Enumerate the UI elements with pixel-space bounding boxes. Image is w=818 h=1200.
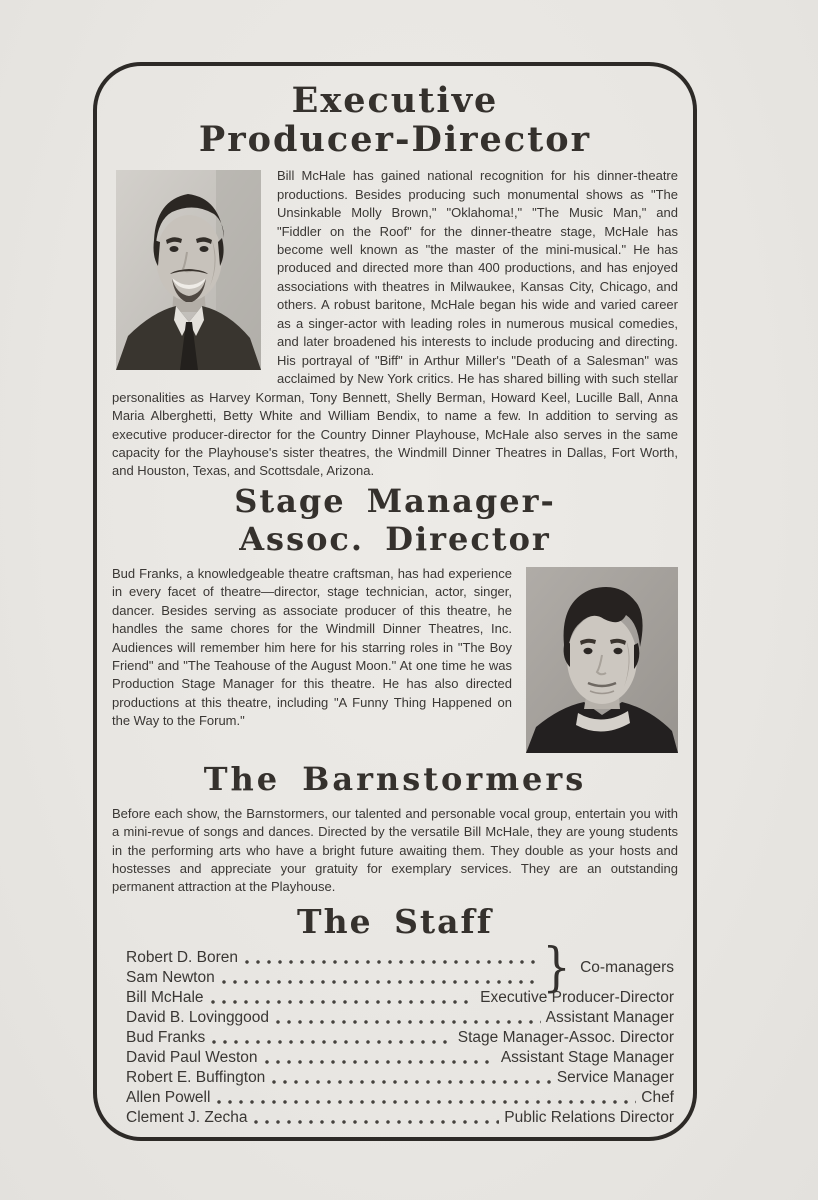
dot-leader xyxy=(212,1040,453,1044)
staff-row xyxy=(126,1108,674,1128)
brace-glyph: } xyxy=(542,937,571,998)
dot-leader xyxy=(245,960,535,964)
staff-title: The Staff xyxy=(297,901,493,941)
staff-role: Assistant Stage Manager xyxy=(500,1048,674,1066)
stage-manager-title-line2: Assoc. Director xyxy=(239,519,551,558)
staff-list xyxy=(126,937,674,1128)
portrait-bud-franks-graphic xyxy=(526,567,678,753)
staff-role: Chef xyxy=(641,1088,674,1106)
staff-row xyxy=(126,1028,674,1048)
staff-row xyxy=(126,988,674,1008)
staff-row xyxy=(126,948,540,968)
dot-leader xyxy=(211,1000,476,1004)
staff-row xyxy=(126,1048,674,1068)
staff-row xyxy=(126,1008,674,1028)
staff-name: Sam Newton xyxy=(126,968,215,986)
dot-leader xyxy=(272,1080,552,1084)
staff-role: Assistant Manager xyxy=(545,1008,674,1026)
staff-row xyxy=(126,1088,674,1108)
staff-name: Robert E. Buffington xyxy=(126,1068,266,1086)
dot-leader xyxy=(254,1120,499,1124)
page-title-line1: Executive xyxy=(291,80,499,121)
dot-leader xyxy=(217,1100,636,1104)
dot-leader xyxy=(265,1060,496,1064)
staff-name: David B. Lovinggood xyxy=(126,1008,270,1026)
staff-role: Service Manager xyxy=(556,1068,674,1086)
stage-manager-title-line1: Stage Manager- xyxy=(234,481,556,520)
staff-role: Stage Manager-Assoc. Director xyxy=(457,1028,674,1046)
bud-franks-photo xyxy=(526,567,678,753)
staff-role: Public Relations Director xyxy=(504,1108,674,1126)
executive-producer-section xyxy=(112,167,678,481)
staff-row xyxy=(126,1068,674,1088)
dot-leader xyxy=(222,980,535,984)
staff-name: David Paul Weston xyxy=(126,1048,258,1066)
staff-name: Clement J. Zecha xyxy=(126,1108,248,1126)
barnstormers-body: Before each show, the Barnstormers, our talented and personable vocal group, entertain you with a mini-revue of songs and dances. Directed by the versatile Bill McHale, they are young students in the performing arts who have a bright future awaiting them. They double as your hosts and hostesses and appreciate your gratuity for exemplary services. They are an outstanding permanent attraction at the Playhouse. xyxy=(112,805,678,895)
staff-name: Robert D. Boren xyxy=(126,948,238,966)
portrait-bill-mchale-graphic xyxy=(116,170,261,370)
staff-name: Bill McHale xyxy=(126,988,204,1006)
program-frame xyxy=(93,62,697,1141)
staff-name: Allen Powell xyxy=(126,1088,211,1106)
staff-role: Co-managers xyxy=(580,958,674,976)
bill-mchale-photo xyxy=(116,170,261,370)
staff-name: Bud Franks xyxy=(126,1028,206,1046)
co-managers-names xyxy=(126,948,540,988)
barnstormers-section xyxy=(112,805,678,897)
barnstormers-title: The Barnstormers xyxy=(203,759,587,798)
bill-mchale-bio: Bill McHale has gained national recognition for his dinner-theatre productions. Besides producing such monumental shows as "The Unsinkable Molly Brown," "Oklahoma!," "The Music Man," and "Fiddler on the Roof" for the dinner-theatre stage, McHale has become well known as "the master of the mini-musical." He has produced and directed more than 400 productions, and has enjoyed associations with theatres in Milwaukee, Kansas City, Chicago, and others. A robust baritone, McHale began his wide and varied career as a singer-actor with leading roles in numerous musical comedies, and later broadened his interests to include producing and directing. His portrayal of "Biff" in Arthur Miller's "Death of a Salesman" was acclaimed by New York critics. He has shared billing with such stellar personalities as Harvey Korman, Tony Bennett, Shelly Berman, Howard Keel, Lucille Ball, Anna Maria Alberghetti, Betty White and William Bendix, to name a few. In addition to serving as executive producer-director for the Country Dinner Playhouse, McHale also serves in the same capacity for the Playhouse's sister theatres, the Windmill Dinner Theatres in Dallas, Fort Worth, and Houston, Texas, and Scottsdale, Arizona. xyxy=(112,168,678,479)
page-title-line2: Producer-Director xyxy=(198,119,592,161)
stage-manager-section xyxy=(112,565,678,757)
bud-franks-bio: Bud Franks, a knowledgeable theatre craftsman, has had experience in every facet of theatre—director, stage technician, actor, singer, dancer. Besides serving as associate producer of this theatre, he handles the same chores for the Windmill Dinner Theatres, Inc. Audiences will remember him here for his starring roles in "The Boy Friend" and "The Teahouse of the August Moon." At one time he was Production Stage Manager for this theatre. He has also directed productions at this theatre, including "A Funny Thing Happened on the Way to the Forum." xyxy=(112,565,512,729)
dot-leader xyxy=(276,1020,541,1024)
staff-role: Executive Producer-Director xyxy=(480,988,674,1006)
staff-row xyxy=(126,968,540,988)
